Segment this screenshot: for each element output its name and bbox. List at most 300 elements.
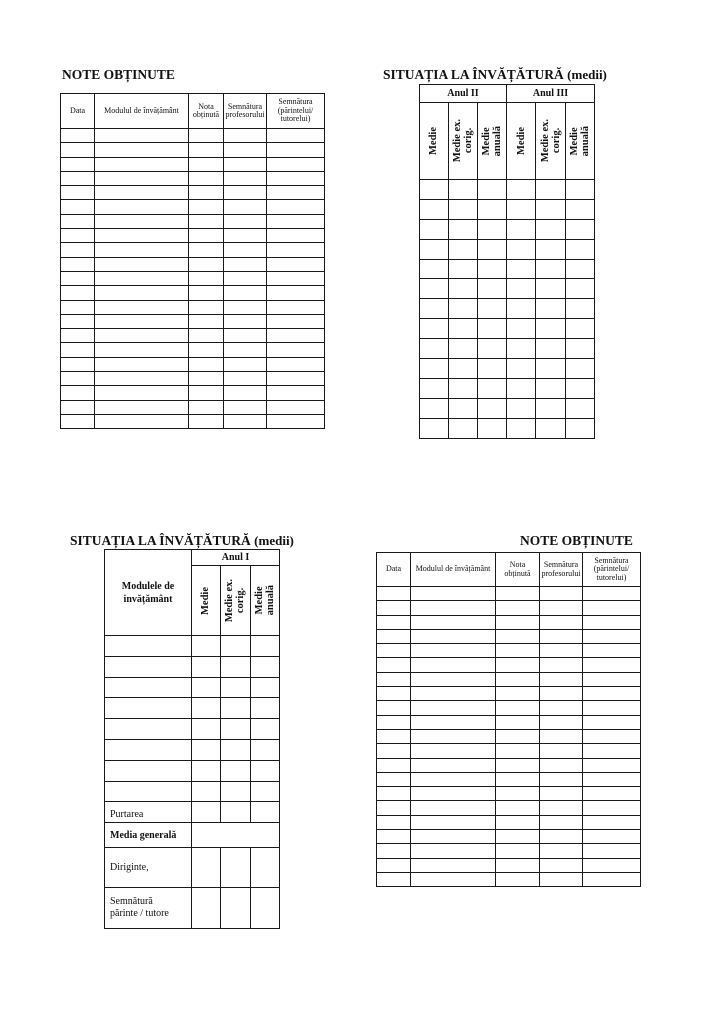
- empty-cell: [224, 143, 267, 157]
- module-row: [105, 719, 280, 740]
- empty-cell: [95, 400, 189, 414]
- empty-cell: [411, 744, 496, 758]
- empty-cell: [251, 636, 280, 657]
- empty-cell: [507, 398, 536, 418]
- empty-cell: [420, 199, 449, 219]
- empty-cell: [95, 243, 189, 257]
- empty-cell: [583, 601, 641, 615]
- empty-cell: [536, 319, 566, 339]
- empty-cell: [95, 257, 189, 271]
- y2-average-header: Medie: [428, 127, 440, 155]
- average-row: [420, 418, 595, 438]
- empty-cell: [189, 214, 224, 228]
- empty-cell: [420, 219, 449, 239]
- empty-cell: [267, 357, 325, 371]
- grade-row: [61, 386, 325, 400]
- empty-cell: [478, 239, 507, 259]
- empty-cell: [583, 587, 641, 601]
- empty-cell: [224, 286, 267, 300]
- empty-cell: [496, 815, 540, 829]
- header-grade: Nota obținută: [189, 94, 224, 129]
- empty-cell: [377, 644, 411, 658]
- grade-row: [61, 143, 325, 157]
- empty-cell: [221, 781, 251, 802]
- empty-cell: [377, 787, 411, 801]
- empty-cell: [411, 872, 496, 886]
- empty-cell: [221, 719, 251, 740]
- grades-table-bottom: [376, 552, 641, 887]
- empty-cell: [189, 200, 224, 214]
- empty-cell: [449, 339, 478, 359]
- empty-cell: [411, 815, 496, 829]
- empty-cell: [221, 677, 251, 698]
- grade-row: [61, 157, 325, 171]
- modules-header: Modulele de invățământ: [105, 550, 192, 636]
- empty-cell: [377, 872, 411, 886]
- empty-cell: [95, 186, 189, 200]
- empty-cell: [411, 629, 496, 643]
- empty-cell: [566, 219, 595, 239]
- empty-cell: [411, 830, 496, 844]
- empty-cell: [478, 418, 507, 438]
- empty-cell: [496, 672, 540, 686]
- empty-cell: [540, 858, 583, 872]
- empty-cell: [540, 601, 583, 615]
- grade-row: [61, 343, 325, 357]
- empty-cell: [540, 830, 583, 844]
- empty-cell: [507, 378, 536, 398]
- module-row: [105, 677, 280, 698]
- empty-cell: [566, 199, 595, 219]
- empty-cell: [496, 744, 540, 758]
- grade-row: [61, 414, 325, 428]
- empty-cell: [420, 418, 449, 438]
- empty-cell: [224, 343, 267, 357]
- empty-cell: [583, 787, 641, 801]
- empty-cell: [105, 698, 192, 719]
- header-module: Modulul de învățământ: [411, 553, 496, 587]
- empty-cell: [377, 701, 411, 715]
- empty-cell: [420, 279, 449, 299]
- empty-cell: [61, 171, 95, 185]
- empty-cell: [377, 715, 411, 729]
- header-grade: Nota obținută: [496, 553, 540, 587]
- empty-cell: [221, 739, 251, 760]
- empty-cell: [540, 744, 583, 758]
- empty-cell: [377, 729, 411, 743]
- grade-row: [377, 615, 641, 629]
- empty-cell: [377, 758, 411, 772]
- average-row: [420, 259, 595, 279]
- empty-cell: [507, 359, 536, 379]
- average-row: [420, 199, 595, 219]
- average-row: [420, 378, 595, 398]
- empty-cell: [540, 587, 583, 601]
- empty-cell: [221, 698, 251, 719]
- average-row: [420, 339, 595, 359]
- situation-title-suffix: (medii): [567, 67, 607, 82]
- empty-cell: [105, 781, 192, 802]
- empty-cell: [540, 815, 583, 829]
- empty-cell: [267, 243, 325, 257]
- empty-cell: [507, 219, 536, 239]
- empty-cell: [95, 343, 189, 357]
- empty-cell: [496, 758, 540, 772]
- empty-cell: [105, 739, 192, 760]
- header-teacher-signature: Semnătura profesorului: [224, 94, 267, 129]
- situation-title-top: [383, 67, 607, 83]
- empty-cell: [61, 229, 95, 243]
- empty-cell: [224, 400, 267, 414]
- empty-cell: [583, 658, 641, 672]
- empty-cell: [377, 658, 411, 672]
- grade-row: [377, 658, 641, 672]
- empty-cell: [192, 781, 221, 802]
- empty-cell: [420, 378, 449, 398]
- header-date: Data: [61, 94, 95, 129]
- empty-cell: [377, 615, 411, 629]
- empty-cell: [420, 319, 449, 339]
- empty-cell: [496, 801, 540, 815]
- empty-cell: [61, 129, 95, 143]
- empty-cell: [496, 872, 540, 886]
- empty-cell: [267, 400, 325, 414]
- empty-cell: [583, 644, 641, 658]
- empty-cell: [566, 319, 595, 339]
- empty-cell: [377, 772, 411, 786]
- empty-cell: [420, 339, 449, 359]
- empty-cell: [536, 239, 566, 259]
- empty-cell: [267, 286, 325, 300]
- empty-cell: [496, 687, 540, 701]
- empty-cell: [540, 615, 583, 629]
- grade-row: [377, 830, 641, 844]
- empty-cell: [478, 359, 507, 379]
- header-date: Data: [377, 553, 411, 587]
- empty-cell: [507, 279, 536, 299]
- empty-cell: [95, 129, 189, 143]
- empty-cell: [192, 760, 221, 781]
- empty-cell: [478, 319, 507, 339]
- averages-table-years-2-3: [419, 84, 595, 439]
- empty-cell: [61, 143, 95, 157]
- empty-cell: [224, 386, 267, 400]
- average-row: [420, 180, 595, 200]
- empty-cell: [224, 300, 267, 314]
- empty-cell: [411, 858, 496, 872]
- empty-cell: [251, 739, 280, 760]
- empty-cell: [61, 243, 95, 257]
- grade-row: [377, 629, 641, 643]
- empty-cell: [224, 243, 267, 257]
- empty-cell: [267, 186, 325, 200]
- empty-cell: [189, 229, 224, 243]
- empty-cell: [267, 214, 325, 228]
- grade-row: [61, 214, 325, 228]
- module-row: [105, 760, 280, 781]
- grade-row: [377, 815, 641, 829]
- empty-cell: [61, 257, 95, 271]
- empty-cell: [95, 357, 189, 371]
- empty-cell: [224, 157, 267, 171]
- empty-cell: [566, 279, 595, 299]
- empty-cell: [221, 636, 251, 657]
- empty-cell: [411, 658, 496, 672]
- empty-cell: [267, 271, 325, 285]
- empty-cell: [507, 180, 536, 200]
- empty-cell: [566, 180, 595, 200]
- empty-cell: [189, 271, 224, 285]
- empty-cell: [411, 715, 496, 729]
- empty-cell: [420, 180, 449, 200]
- empty-cell: [566, 339, 595, 359]
- empty-cell: [507, 259, 536, 279]
- empty-cell: [377, 672, 411, 686]
- situation-title-bottom: [70, 533, 294, 549]
- empty-cell: [95, 314, 189, 328]
- empty-cell: [95, 372, 189, 386]
- header-parent-signature: Semnătura (părintelui/ tutorelui): [267, 94, 325, 129]
- grade-row: [377, 787, 641, 801]
- empty-cell: [420, 239, 449, 259]
- empty-cell: [267, 414, 325, 428]
- conduct-row: [105, 802, 280, 823]
- empty-cell: [507, 299, 536, 319]
- conduct-label: Purtarea: [105, 802, 192, 823]
- empty-cell: [536, 359, 566, 379]
- empty-cell: [536, 378, 566, 398]
- empty-cell: [540, 701, 583, 715]
- empty-cell: [61, 157, 95, 171]
- empty-cell: [224, 414, 267, 428]
- grade-row: [377, 729, 641, 743]
- empty-cell: [189, 143, 224, 157]
- empty-cell: [496, 844, 540, 858]
- empty-cell: [540, 844, 583, 858]
- empty-cell: [61, 343, 95, 357]
- empty-cell: [192, 719, 221, 740]
- empty-cell: [540, 715, 583, 729]
- module-row: [105, 739, 280, 760]
- header-module: Modulul de învățământ: [95, 94, 189, 129]
- empty-cell: [61, 400, 95, 414]
- empty-cell: [566, 398, 595, 418]
- grades-title-bottom: NOTE OBȚINUTE: [520, 533, 633, 548]
- empty-cell: [540, 872, 583, 886]
- empty-cell: [420, 259, 449, 279]
- empty-cell: [189, 129, 224, 143]
- grade-row: [61, 329, 325, 343]
- empty-cell: [566, 359, 595, 379]
- empty-cell: [496, 658, 540, 672]
- average-row: [420, 299, 595, 319]
- grade-row: [377, 644, 641, 658]
- empty-cell: [189, 372, 224, 386]
- empty-cell: [496, 830, 540, 844]
- parent-signature-label: Semnătură părinte / tutore: [105, 888, 192, 929]
- empty-cell: [540, 629, 583, 643]
- empty-cell: [267, 314, 325, 328]
- empty-cell: [189, 414, 224, 428]
- empty-cell: [267, 171, 325, 185]
- empty-cell: [189, 343, 224, 357]
- empty-cell: [536, 180, 566, 200]
- empty-cell: [95, 286, 189, 300]
- empty-cell: [583, 701, 641, 715]
- empty-cell: [449, 299, 478, 319]
- empty-cell: [411, 587, 496, 601]
- empty-cell: [189, 171, 224, 185]
- empty-cell: [251, 781, 280, 802]
- empty-cell: [496, 787, 540, 801]
- grade-row: [61, 271, 325, 285]
- empty-cell: [478, 219, 507, 239]
- module-row: [105, 636, 280, 657]
- empty-cell: [224, 257, 267, 271]
- empty-cell: [189, 400, 224, 414]
- grade-row: [61, 243, 325, 257]
- averages-table-year-1: [104, 549, 280, 929]
- grade-row: [61, 286, 325, 300]
- general-average-row: [105, 823, 280, 848]
- empty-cell: [189, 186, 224, 200]
- y2-annual-header: Medie anuală: [480, 125, 503, 157]
- empty-cell: [224, 357, 267, 371]
- grade-row: [61, 300, 325, 314]
- empty-cell: [61, 214, 95, 228]
- grades-title-top: NOTE OBȚINUTE: [62, 67, 175, 82]
- average-row: [420, 219, 595, 239]
- empty-cell: [540, 772, 583, 786]
- empty-cell: [95, 200, 189, 214]
- empty-cell: [536, 279, 566, 299]
- empty-cell: [449, 239, 478, 259]
- empty-cell: [95, 157, 189, 171]
- empty-cell: [420, 299, 449, 319]
- empty-cell: [496, 601, 540, 615]
- empty-cell: [95, 143, 189, 157]
- empty-cell: [540, 644, 583, 658]
- grade-row: [61, 171, 325, 185]
- empty-cell: [192, 698, 221, 719]
- grade-row: [61, 357, 325, 371]
- empty-cell: [540, 758, 583, 772]
- empty-cell: [507, 199, 536, 219]
- empty-cell: [449, 180, 478, 200]
- empty-cell: [411, 772, 496, 786]
- empty-cell: [95, 386, 189, 400]
- y3-average-header: Medie: [515, 127, 527, 155]
- empty-cell: [267, 329, 325, 343]
- empty-cell: [189, 257, 224, 271]
- empty-cell: [189, 300, 224, 314]
- empty-cell: [61, 271, 95, 285]
- y3-annual-header: Medie anuală: [569, 125, 592, 157]
- empty-cell: [411, 701, 496, 715]
- empty-cell: [189, 357, 224, 371]
- empty-cell: [189, 286, 224, 300]
- module-row: [105, 656, 280, 677]
- empty-cell: [411, 687, 496, 701]
- average-row: [420, 398, 595, 418]
- grade-row: [61, 314, 325, 328]
- empty-cell: [478, 299, 507, 319]
- empty-cell: [105, 719, 192, 740]
- empty-cell: [566, 378, 595, 398]
- general-average-label: Media generală: [105, 823, 192, 848]
- empty-cell: [411, 601, 496, 615]
- empty-cell: [377, 587, 411, 601]
- empty-cell: [95, 329, 189, 343]
- empty-cell: [95, 414, 189, 428]
- empty-cell: [478, 180, 507, 200]
- empty-cell: [377, 601, 411, 615]
- grade-row: [377, 715, 641, 729]
- empty-cell: [449, 319, 478, 339]
- empty-cell: [251, 677, 280, 698]
- y1-annual-header: Medie anuală: [253, 585, 276, 616]
- empty-cell: [267, 343, 325, 357]
- grade-row: [61, 257, 325, 271]
- empty-cell: [540, 658, 583, 672]
- empty-cell: [224, 329, 267, 343]
- homeroom-teacher-row: [105, 848, 280, 888]
- empty-cell: [449, 418, 478, 438]
- grade-row: [377, 801, 641, 815]
- empty-cell: [267, 200, 325, 214]
- empty-cell: [583, 629, 641, 643]
- empty-cell: [536, 299, 566, 319]
- empty-cell: [377, 815, 411, 829]
- empty-cell: [411, 787, 496, 801]
- empty-cell: [583, 672, 641, 686]
- empty-cell: [61, 300, 95, 314]
- empty-cell: [478, 378, 507, 398]
- empty-cell: [377, 687, 411, 701]
- grade-row: [377, 844, 641, 858]
- empty-cell: [496, 644, 540, 658]
- empty-cell: [566, 418, 595, 438]
- empty-cell: [224, 271, 267, 285]
- empty-cell: [105, 760, 192, 781]
- empty-cell: [478, 259, 507, 279]
- empty-cell: [583, 830, 641, 844]
- grade-row: [61, 200, 325, 214]
- empty-cell: [267, 129, 325, 143]
- grade-row: [377, 858, 641, 872]
- empty-cell: [540, 687, 583, 701]
- empty-cell: [536, 339, 566, 359]
- empty-cell: [566, 299, 595, 319]
- empty-cell: [583, 772, 641, 786]
- empty-cell: [536, 219, 566, 239]
- empty-cell: [449, 259, 478, 279]
- empty-cell: [221, 760, 251, 781]
- empty-cell: [507, 418, 536, 438]
- empty-cell: [224, 171, 267, 185]
- empty-cell: [61, 329, 95, 343]
- empty-cell: [496, 701, 540, 715]
- empty-cell: [478, 339, 507, 359]
- empty-cell: [449, 398, 478, 418]
- situation-title-main: SITUAȚIA LA ÎNVĂȚĂTURĂ: [70, 533, 251, 548]
- homeroom-teacher-label: Diriginte,: [105, 848, 192, 888]
- empty-cell: [267, 229, 325, 243]
- empty-cell: [478, 279, 507, 299]
- grade-row: [377, 672, 641, 686]
- empty-cell: [377, 801, 411, 815]
- empty-cell: [267, 257, 325, 271]
